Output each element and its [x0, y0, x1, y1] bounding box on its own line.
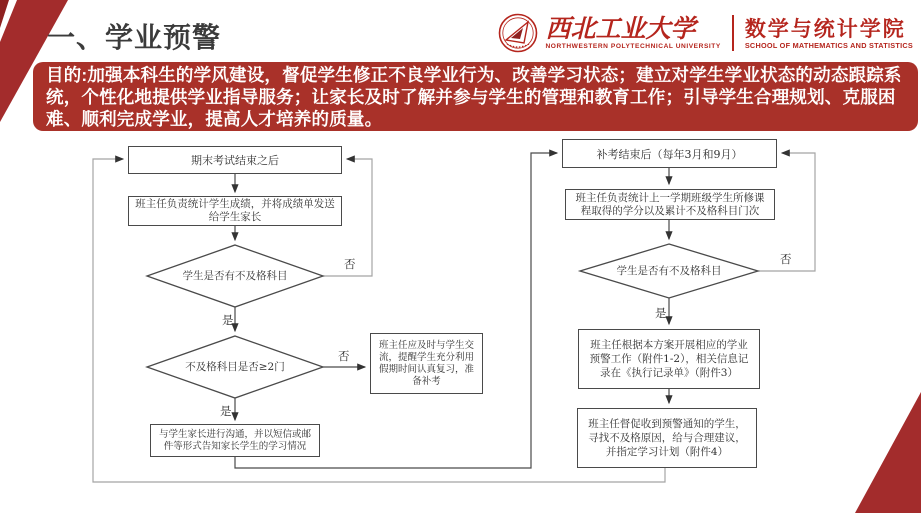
flow-node-send-grades-to-parents: 班主任负责统计学生成绩，并将成绩单发送给学生家长	[128, 196, 342, 226]
branch-label-yes-2: 是	[220, 404, 232, 418]
branch-label-no-1: 否	[344, 257, 356, 271]
branch-label-yes-3: 是	[655, 306, 667, 320]
page-title: 一、学业预警	[47, 22, 222, 53]
branch-label-yes-1: 是	[222, 313, 234, 327]
flow-decision-failed-courses-ge2: 不及格科目是否≥2门	[185, 360, 285, 373]
flow-node-supervise-warned-students: 班主任督促收到预警通知的学生，寻找不及格原因，给与合理建议，并指定学习计划（附件4）	[577, 408, 757, 468]
purpose-banner: 目的:加强本科生的学风建设，督促学生修正不良学业行为、改善学习状态；建立对学生学业状态的动态跟踪系统，个性化地提供学业指导服务；让家长及时了解并参与学生的管理和教育工作；引导学生合理规划、克服困难、顺利完成学业，提高人才培养的质量。	[33, 62, 918, 131]
school-name-en: SCHOOL OF MATHEMATICS AND STATISTICS	[744, 40, 913, 50]
flow-node-final-exam-end: 期末考试结束之后	[128, 146, 342, 174]
branch-label-no-2: 否	[338, 349, 350, 363]
flow-node-communicate-with-parents: 与学生家长进行沟通，并以短信或邮件等形式告知家长学生的学习情况	[150, 424, 320, 457]
flow-node-count-credits-and-failures: 班主任负责统计上一学期班级学生所修课程取得的学分以及累计不及格科目门次	[565, 189, 775, 220]
school-name-cn: 数学与统计学院	[744, 15, 906, 41]
flow-decision-has-failed-courses-left: 学生是否有不及格科目	[182, 269, 288, 282]
flow-decision-has-failed-courses-right: 学生是否有不及格科目	[616, 264, 722, 277]
flow-node-remind-student-review: 班主任应及时与学生交流，提醒学生充分利用假期时间认真复习，准备补考	[370, 333, 483, 394]
flow-node-makeup-exam-end: 补考结束后（每年3月和9月）	[562, 139, 777, 168]
flow-node-academic-warning-work: 班主任根据本方案开展相应的学业预警工作（附件1-2），相关信息记录在《执行记录单》（附件3）	[578, 329, 760, 389]
branch-label-no-3: 否	[780, 252, 792, 266]
university-name-en: NORTHWESTERN POLYTECHNICAL UNIVERSITY	[545, 43, 721, 50]
university-name-cn: 西北工业大学	[545, 14, 696, 43]
